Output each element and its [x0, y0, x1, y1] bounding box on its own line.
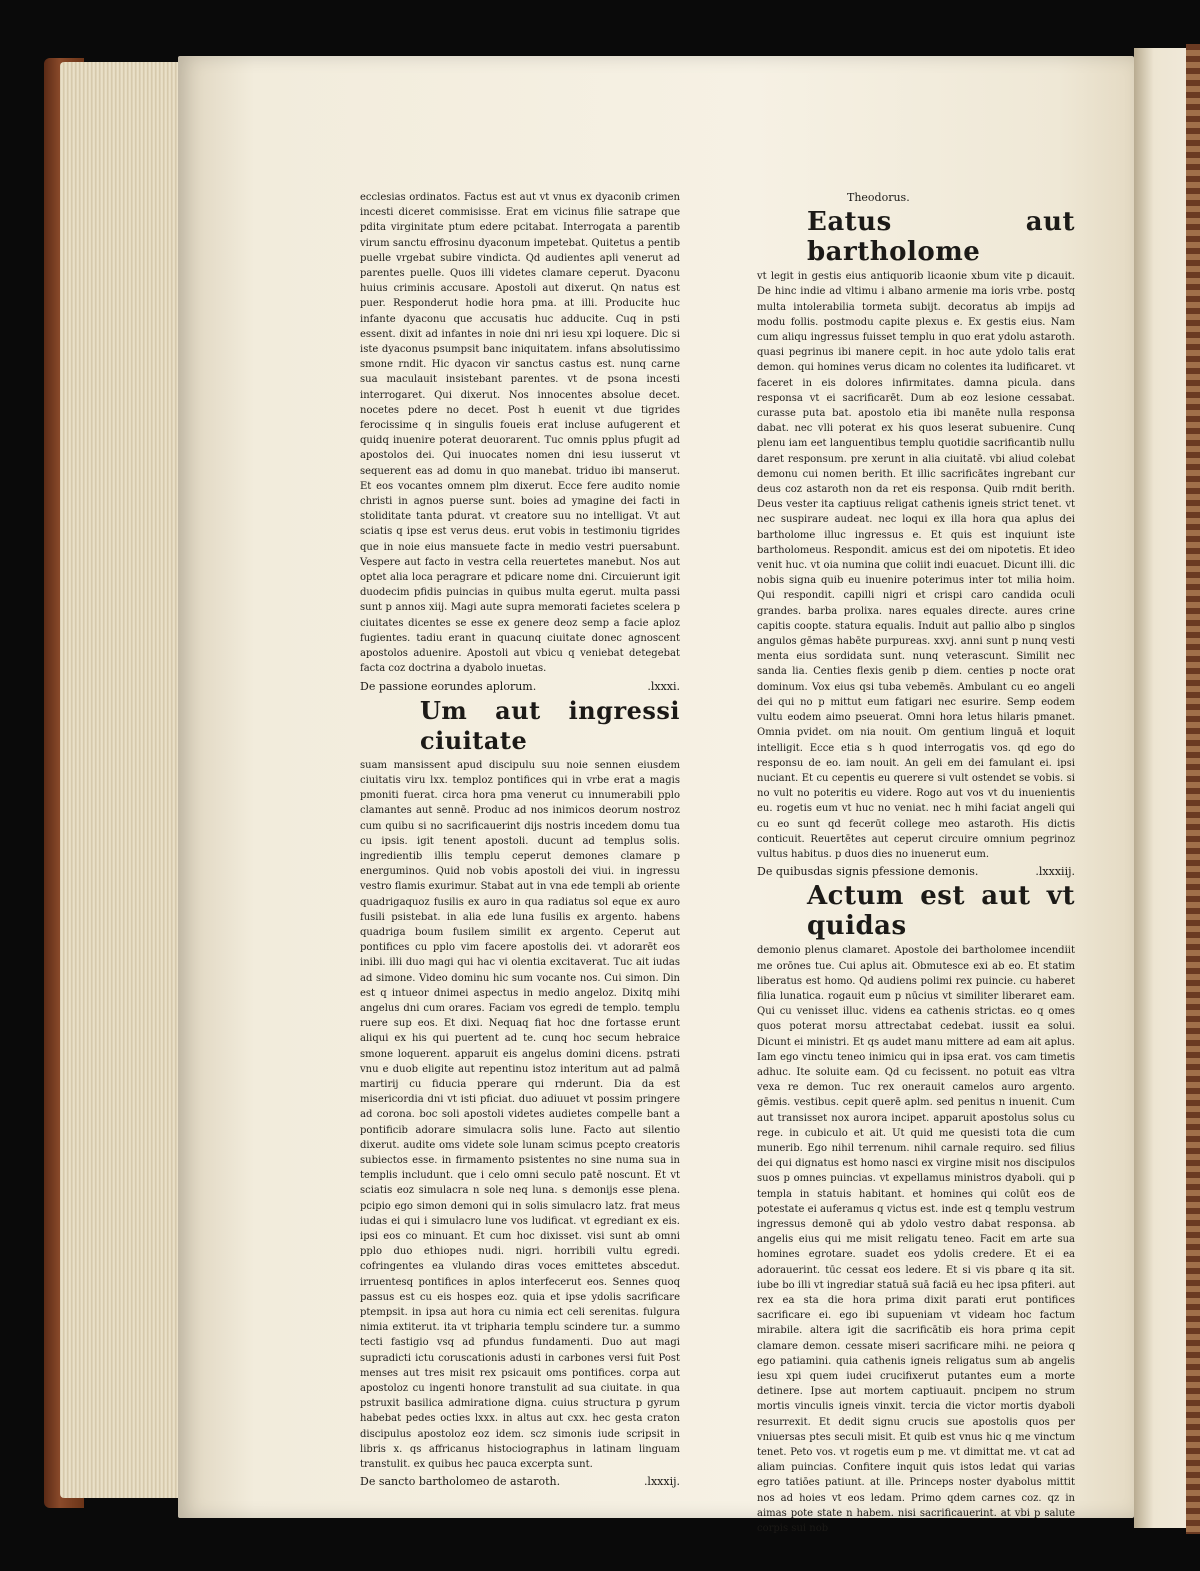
left-paragraph-2: suam mansissent apud discipulu suu noie sennen eiusdem ciuitatis viru lxx. temploz pontifices qui in vrbe erat a magis pmoniti fuerat. circa hora pma venerut cu innumerabili pplo clamantes aut sennē. Produc ad nos inimicos deorum nostroz cum quibu si no sacrificauerint dijs nostris incedem domu tua cu ipsis. igit tenent apostoli. ducunt ad templus solis. ingredientib illis templu ceperut demones clamare p energuminos. Quid nob vobis apostoli dei viui. in ingressu vestro flamis exurimur. Stabat aut in vna ede templi ab oriente quadrigaquoz fusilis ex auro in qua radiatus sol eque ex auro fusili psistebat. in alia ede luna fusilis ex argento. habens quadriga boum fusilem similit ex argento. Ceperut aut pontifices cu pplo vim facere apostolis dei. vt adorarēt eos inibi. illi duo magi qui hac vi olentia excitaverat. Tuc ait iudas ad simone. Video dominu hic sum vocante nos. Cui simon. Din est q intueor dnimei aspectus in medio angeloz. Dixitq mihi angelus dni cum orares. Faciam vos egredi de templo. templu ruere sup eos. Et dixi. Nequaq fiat hoc dne fortasse erunt aliqui ex his qui puertent ad te. cunq hoc secum hebraice smone loquerent. apparuit eis angelus domini dicens. pstrati vnu e duob eligite aut repentinu istoz interitum aut ad palmā martirij cu fiducia pperare qui rnderunt. Dia da est misericordia dni vt isti pficiat. duo adiuuet vt possim pringere ad corona. boc soli apostoli videtes audietes compelle bant a pontificib adorare simulacra solis lune. Facto aut silentio dixerut. audite oms videte sole lunam scimus pcepto creatoris subiectos esse. in firmamento psistentes no sine numa sua in templis includunt. que i celo omni seculo patē noscunt. Et vt sciatis eoz simulacra n sole neq luna. s demonijs esse plena. pcipio ego simon demoni qui in solis simulacro latz. frat meus iudas ei qui i simulacro lune vos ludificat. vt egrediant ex eis. ipsi eos co minuant. Et cum hoc dixisset. visi sunt ab omni pplo duo ethiopes nudi. nigri. horribili vultu egredi. cofringentes ea vlulando diras voces emittetes abscedut. irruentesq pontifices in aplos interfecerut eos. Sennes quoq passus est cu eis hospes eoz. quia et ipse ydolis sacrificare ptempsit. in ipsa aut hora cu nimia ect celi serenitas. fulgura nimia extiterut. ita vt tripharia templu scindere tur. a summo tecti fastigio vsq ad pfundus fundamenti. Duo aut magi supradicti ictu coruscationis adusti in carbones versi fuit Post menses aut tres misit rex psicauit oms pontifices. corpa aut apostoloz cu ingenti honore transtulit ad sua ciuitate. in qua pstruxit basilica admiratione digna. cuius structura p gyrum habebat pedes octies lxxx. in altus aut cxx. hec gesta craton discipulus apostoloz eoz idem. scz simonis iude scripsit in libris x. qs affricanus histociographus in latinam linguam transtulit. ex quibus hec pauca excerpta sunt. — [360, 759, 680, 1471]
book-cover-right — [1186, 44, 1200, 1534]
rubric-number: .lxxxi. — [647, 679, 680, 693]
rubric-text: De sancto bartholomeo de astaroth. — [360, 1475, 561, 1489]
rubric-chapter-83 — [757, 864, 1075, 879]
rubric-text: De quibusdas signis pfessione demonis. — [757, 865, 979, 879]
left-paragraph-1: ecclesias ordinatos. Factus est aut vt vnus ex dyaconib crimen incesti diceret commisisse. Erat em vicinus filie satrape que pdita virginitate ptum edere pcitabat. Interrogata a parentib virum sanctu effrosinu dyaconum impetebat. Quitetus a pentib puelle vrgebat subire vindicta. Qd audientes apli venerut ad parentes puelle. Quos illi videtes clamare ceperut. Dyaconu huius criminis accusare. Apostoli aut dixerut. Qn natus est puer. Responderut hodie hora pma. at illi. Producite huc infante dyaconu que accusatis huc adducite. Cuq in psti essent. dixit ad infantes in noie dni nri iesu xpi loquere. Dic si iste dyaconus psumpsit banc iniquitatem. infans absolutissimo smone rndit. Hic dyacon vir sanctus castus est. nunq carne sua maculauit insistebant parentes. vt de psona incesti interrogaret. Qui dixerut. Nos innocentes absolue decet. nocetes pdere no decet. Post h euenit vt due tigrides ferocissime q in singulis foueis erat incluse aufugerent et quidq inuenire poterat deuorarent. Tuc omnis pplus pfugit ad apostolos dei. Qui inuocates nomen dni iesu iusserut vt sequerent eas ad domu in quo manebat. triduo ibi manserut. Et eos vocantes omnem plm dixerut. Ecce fere audito nomie christi in agnos puerse sunt. boies ad ymagine dei facti in stoliditate tanta pdurat. vt creatore suu no intelligat. Vt aut sciatis q ipse est verus deus. erut vobis in testimoniu tigrides que in noie eius mansuete facte in medio vestri puersabunt. Vespere aut facto in vestra cella reuertetes manebut. Nos aut optet alia loca peragrare et pdicare nome dni. Circuierunt igit duodecim pfidis puincias in quibus multa egerut. multa passi sunt p annos xiij. Magi aute supra memorati facietes scelera p ciuitates dicentes se esse ex genere deoz semp a facie aploz fugientes. tadiu erant in quacunq ciuitate donec agnoscent apostolos aduenire. Apostoli aut vbicu q veniebat detegebat facta coz doctrina a dyabolo inuetas. — [360, 192, 680, 675]
running-head: Theodorus. — [847, 191, 910, 204]
chapter-heading-2: Actum est aut vt quidas — [807, 881, 1075, 942]
rubric-text: De passione eorundes aplorum. — [360, 679, 537, 693]
rubric-chapter-81 — [360, 679, 680, 694]
right-paragraph-1: vt legit in gestis eius antiquorib licaonie xbum vite p dicauit. De hinc indie ad vltimu i albano armenie ma ioris vrbe. postq multa intolerabilia tormeta subijt. decoratus ab impijs ad modu follis. postmodu capite plexus e. Ex gestis eius. Nam cum aliqu ingressus fuisset templu in quo erat ydolu astaroth. quasi pegrinus ibi manere cepit. in hoc aute ydolo talis erat demon. qui homines verus dicam no colentes ita ludificaret. vt faceret in eis dolores infirmitates. damna picula. dans responsa vt ei sacrificarēt. Dum ab eoz lesione cessabat. curasse puta bat. apostolo etia ibi manēte nulla responsa dabat. nec vlli poterat ex his quos leserat subuenire. Cunq plenu iam eet languentibus templu quotidie sacrificantib nullu daret responsum. pre xerunt in alia ciuitatē. vbi aliud colebat demonu cui nomen berith. Et illic sacrificātes ingrebant cur deus coz astaroth non da ret eis responsa. Quib rndit berith. Deus vester ita captiuus religat cathenis igneis strict tenet. vt nec suspirare audeat. nec loqui ex illa hora qua aplus dei bartholome illuc ingressus e. Et quis est inquiunt iste bartholomeus. Respondit. amicus est dei om nipotetis. Et ideo venit huc. vt oia numina que coliit indi euacuet. Dicunt illi. dic nobis signa quib eu inuenire poterimus inter tot milia hoim. Qui respondit. capilli nigri et crispi caro candida oculi grandes. barba prolixa. nares equales directe. aures crine capitis coopte. statura equalis. Induit aut pallio albo p singlos angulos gēmas habēte purpureas. xxvj. anni sunt p nunq vesti menta eius sordidata sunt. nunq veterascunt. Similit nec sanda lia. Centies flexis genib p diem. centies p nocte orat dominum. Vox eius qsi tuba vebemēs. Ambulant cu eo angeli dei qui no p mittut eum fatigari nec esurire. Semp eodem vultu eodem aimo pseuerat. Omni hora letus hilaris pmanet. Omnia pvidet. om nia nouit. Om gentium linguā et loquit intelligit. Ecce etia s h quod interrogatis vos. qd ego do responsu de eo. iam nouit. An geli em dei famulant ei. ipsi nuciant. Et cu cepentis eu querere si vult ostendet se vobis. si no vult no poteritis eu videre. Rogo aut vos vt du inuenientis eu. rogetis eum vt huc no veniat. nec h mihi faciat angeli qui cu eo sunt qd fecerūt college meo astaroth. His dictis conticuit. Reuertētes aut ceperut circuire omnium pegrinoz vultus habitus. p duos dies no inuenerut eum. — [757, 271, 1075, 860]
rubric-number: .lxxxiij. — [1035, 865, 1075, 879]
rubric-chapter-82 — [360, 1474, 680, 1489]
chapter-heading: Eatus aut bartholome — [807, 207, 1075, 268]
chapter-heading: Um aut ingressi ciuitate — [420, 695, 680, 755]
rubric-number: .lxxxij. — [643, 1475, 680, 1489]
left-text-column — [360, 190, 680, 1489]
right-text-column — [757, 190, 1075, 1535]
right-paragraph-2: demonio plenus clamaret. Apostole dei bartholomee incendiit me orōnes tue. Cui aplus ait. Obmutesce exi ab eo. Et statim liberatus est homo. Qd audiens polimi rex puincie. cu haberet filia lunatica. rogauit eum p nūcius vt similiter liberaret eam. Qui cu venisset illuc. videns ea cathenis strictas. eo q omes quos poterat morsu attrectabat cedebat. iussit ea solui. Dicunt ei ministri. Et qs audet manu mittere ad eam ait aplus. Iam ego vinctu teneo inimicu qui in ipsa erat. vos cam timetis adhuc. Ite soluite eam. Qd cu fecissent. no potuit eas vltra vexa re demon. Tuc rex onerauit camelos auro argento. gēmis. vestibus. cepit querē aplm. sed penitus n inuenit. Cum aut transisset nox aurora incipet. apparuit apostolus solus cu rege. in cubiculo et ait. Ut quid me quesisti tota die cum munerib. Ego nihil terrenum. nihil carnale requiro. sed filius dei qui dignatus est homo nasci ex virgine misit nos discipulos suos p omnes puincias. vt expellamus ministros dyaboli. qui p templa in statuis habitant. et homines qui colūt eos de potestate ei auferamus q victus est. inde est q templu vestrum ingressus demonē qui ab ydolo vestro dabat responsa. ab angelis eius qui me misit religatu teneo. Facit em arte sua homines egrotare. suadet eos ydolis credere. Et ei ea adorauerint. tūc cessat eos ledere. Et si vis pbare q ita sit. iube bo illi vt ingrediar statuā suā faciā eu hec ipsa pfiteri. aut rex ea sta die hora prima dixit parati erut pontifices sacrificare ei. ego ibi supueniam vt videam hoc factum mirabile. altera igit die sacrificātib eis hora prima cepit clamare demon. cessate miseri sacrificare mihi. ne peiora q ego patiamini. quia cathenis igneis religatus sum ab angelis iesu xpi quem iudei crucifixerut putantes eum a morte detinere. Ipse aut mortem captiuauit. pncipem no strum mortis vinculis igneis vinxit. tercia die victor mortis dyaboli resurrexit. Et dedit signu crucis sue apostolis quos per vniuersas ptes seculi misit. Et quib est vnus hic q me vinctum tenet. Peto vos. vt rogetis eum p me. vt dimittat me. vt cat ad aliam puincias. Confitere inquit quis istos ledat qui varias egro tatiōes patiunt. at ille. Princeps noster dyabolus mittit nos ad hoies vt eos ledam. Primo qdem carnes coz. qz in aimas pote state n habem. nisi sacrificauerint. at vbi p salute corpis sui nob — [757, 945, 1075, 1535]
